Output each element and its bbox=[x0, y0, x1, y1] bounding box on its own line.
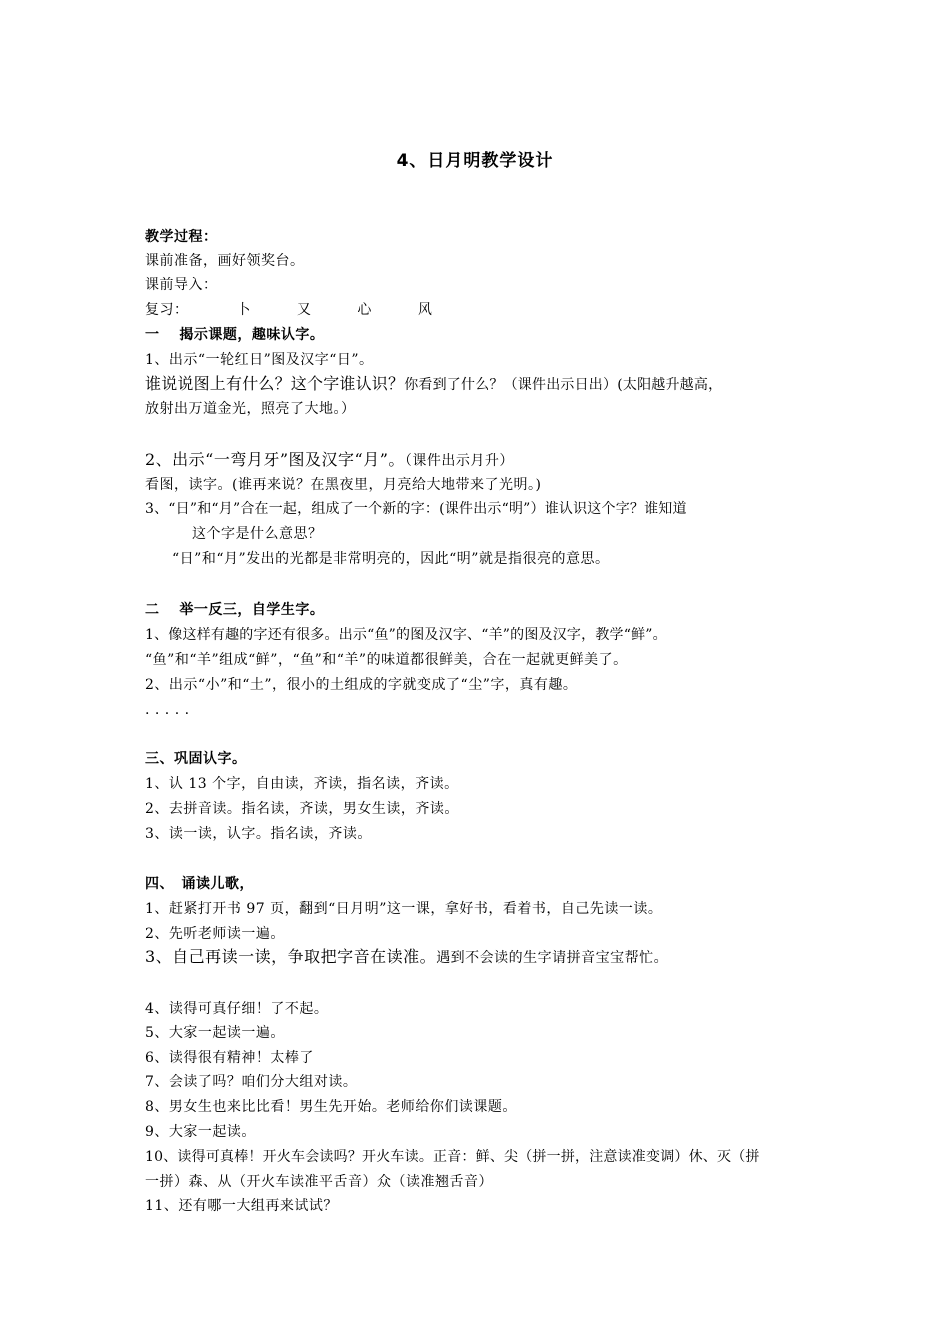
section-1-question-cont: 放射出万道金光，照亮了大地。） bbox=[145, 401, 356, 417]
section-4-item-11: 11、还有哪一大组再来试试？ bbox=[145, 1198, 338, 1214]
section-1-item-2b: 看图，读字。(谁再来说？在黑夜里，月亮给大地带来了光明。) bbox=[145, 477, 542, 493]
section-4-item-2: 2、先听老师读一遍。 bbox=[145, 926, 285, 942]
section-1-question-large: 谁说说图上有什么？这个字谁认识？ bbox=[145, 374, 405, 393]
section-2-item-2: 2、出示“小”和“土”，很小的土组成的字就变成了“尘”字，真有趣。 bbox=[145, 677, 578, 693]
section-4-item-6: 6、读得很有精神！太棒了 bbox=[145, 1050, 314, 1066]
section-4-item-5: 5、大家一起读一遍。 bbox=[145, 1025, 285, 1041]
section-3-heading: 三、巩固认字。 bbox=[145, 751, 247, 767]
section-4-item-9: 9、大家一起读。 bbox=[145, 1124, 256, 1140]
prep-text: 课前准备，画好领奖台。 bbox=[145, 253, 305, 269]
section-1-item-2-large: 2、出示“一弯月牙”图及汉字“月”。 bbox=[145, 450, 405, 469]
process-label: 教学过程： bbox=[145, 229, 218, 245]
section-1-item-3: 3、“日”和“月”合在一起，组成了一个新的字：(课件出示“明”）谁认识这个字？谁知道 bbox=[145, 501, 687, 517]
section-1-item-2 bbox=[145, 449, 514, 472]
section-4-item-4: 4、读得可真仔细！了不起。 bbox=[145, 1001, 329, 1017]
section-4-item-3-rest: 遇到不会读的生字请拼音宝宝帮忙。 bbox=[436, 950, 669, 966]
section-4-item-3 bbox=[145, 946, 668, 969]
section-4-item-8: 8、男女生也来比比看！男生先开始。老师给你们读课题。 bbox=[145, 1099, 517, 1115]
section-1-heading: 一 揭示课题，趣味认字。 bbox=[145, 327, 325, 343]
document-title: 4、日月明教学设计 bbox=[396, 151, 554, 171]
section-1-item-3-cont: 这个字是什么意思？ bbox=[192, 526, 323, 542]
section-3-item-1: 1、认 13 个字，自由读，齐读，指名读，齐读。 bbox=[145, 776, 459, 792]
section-4-item-3-large: 3、自己再读一读，争取把字音在读准。 bbox=[145, 947, 437, 966]
section-4-item-1: 1、赶紧打开书 97 页，翻到“日月明”这一课，拿好书，看着书，自己先读一读。 bbox=[145, 901, 663, 917]
section-3-item-3: 3、读一读，认字。指名读，齐读。 bbox=[145, 826, 372, 842]
review-chars: 卜 又 心 风 bbox=[236, 302, 446, 318]
section-1-question bbox=[145, 373, 722, 396]
review-label: 复习： bbox=[145, 302, 189, 318]
section-1-item-3-explain: “日”和“月”发出的光都是非常明亮的，因此“明”就是指很亮的意思。 bbox=[172, 551, 610, 567]
intro-label: 课前导入： bbox=[145, 277, 218, 293]
section-4-heading: 四、 诵读儿歌， bbox=[145, 876, 254, 892]
section-4-item-10-cont: 一拼）森、从（开火车读准平舌音）众（读准翘舌音） bbox=[145, 1174, 493, 1190]
section-2-heading: 二 举一反三，自学生字。 bbox=[145, 602, 325, 618]
section-4-item-10: 10、读得可真棒！开火车会读吗？开火车读。正音：鲜、尖（拼一拼，注意读准变调）休、灭（拼 bbox=[145, 1149, 760, 1165]
section-2-item-1: 1、像这样有趣的字还有很多。出示“鱼”的图及汉字、“羊”的图及汉字，教学“鲜”。 bbox=[145, 627, 667, 643]
section-2-ellipsis: . . . . . bbox=[145, 702, 190, 718]
review-line bbox=[145, 299, 446, 321]
section-1-question-rest: 你看到了什么？（课件出示日出）(太阳越升越高， bbox=[404, 377, 723, 393]
section-1-item-2-rest: （课件出示月升） bbox=[404, 453, 514, 469]
section-4-item-7: 7、会读了吗？咱们分大组对读。 bbox=[145, 1074, 358, 1090]
section-1-item-1: 1、出示“一轮红日”图及汉字“日”。 bbox=[145, 352, 374, 368]
section-2-item-1b: “鱼”和“羊”组成“鲜”，“鱼”和“羊”的味道都很鲜美，合在一起就更鲜美了。 bbox=[145, 652, 628, 668]
section-3-item-2: 2、去拼音读。指名读，齐读，男女生读，齐读。 bbox=[145, 801, 459, 817]
